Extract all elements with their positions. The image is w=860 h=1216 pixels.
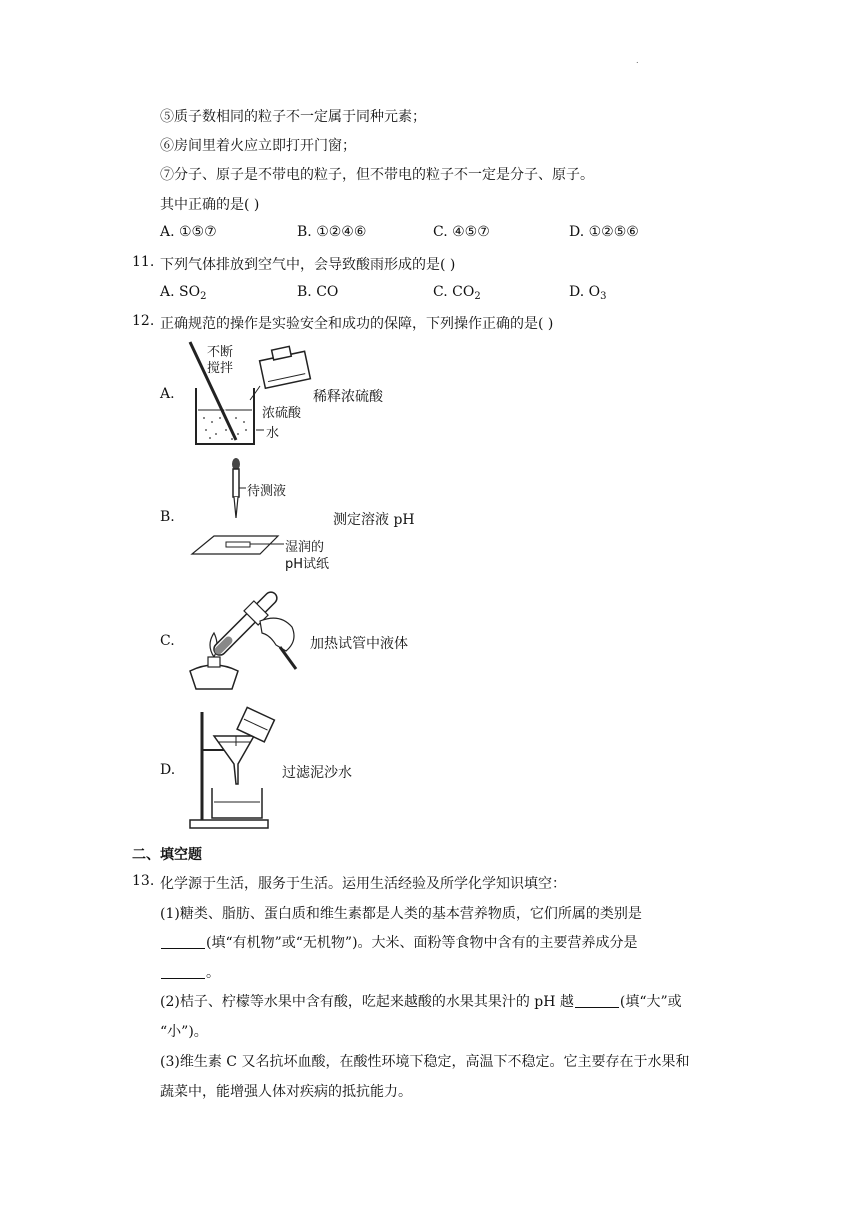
label-stir-2: 搅拌: [207, 361, 234, 376]
option-letter: A.: [160, 284, 175, 300]
answer-blank[interactable]: [161, 966, 205, 979]
q12-option-c-caption: 加热试管中液体: [310, 636, 408, 652]
q10-prompt: 其中正确的是( ): [160, 197, 260, 213]
heat-tube-figure: [184, 585, 304, 695]
q13-part1-line1: (1)糖类、脂肪、蛋白质和维生素都是人类的基本营养物质，它们所属的类别是: [160, 906, 642, 922]
label-stir-1: 不断: [207, 345, 234, 360]
label-moist: 湿润的: [285, 540, 325, 555]
answer-blank[interactable]: [575, 995, 619, 1008]
q10-option-c[interactable]: C. ④⑤⑦: [433, 224, 490, 240]
q12-option-b-letter[interactable]: B.: [160, 509, 175, 525]
formula: SO: [179, 284, 201, 300]
formula: CO: [452, 284, 475, 300]
q13-part1-line2: [160, 932, 638, 952]
q13-number: 13.: [132, 873, 155, 889]
q10-option-d[interactable]: D. ①②⑤⑥: [569, 224, 639, 240]
q10-option-b[interactable]: B. ①②④⑥: [297, 224, 367, 240]
q10-item-7: ⑦分子、原子是不带电的粒子，但不带电的粒子不一定是分子、原子。: [160, 167, 594, 183]
subscript: 2: [474, 291, 481, 302]
q11-number: 11.: [132, 254, 155, 270]
header-mark: .: [636, 56, 639, 65]
q12-option-b-caption: 测定溶液 pH: [333, 512, 415, 528]
answer-blank[interactable]: [161, 936, 205, 949]
subscript: 2: [200, 291, 207, 302]
q12-text: 正确规范的操作是实验安全和成功的保障，下列操作正确的是( ): [160, 316, 554, 332]
q11-option-a[interactable]: [160, 284, 206, 302]
q13-part3-line1: (3)维生素 C 又名抗坏血酸，在酸性环境下稳定，高温下不稳定。它主要存在于水果和: [160, 1054, 690, 1070]
q10-option-a[interactable]: A. ①⑤⑦: [160, 224, 217, 240]
q13-intro: 化学源于生活，服务于生活。运用生活经验及所学化学知识填空：: [160, 876, 566, 892]
section-title: 二、填空题: [132, 847, 202, 863]
option-letter: C.: [433, 284, 448, 300]
q13-part2-text: (2)桔子、柠檬等水果中含有酸，吃起来越酸的水果其果汁的 pH 越: [160, 994, 574, 1010]
q12-number: 12.: [132, 313, 155, 329]
q11-option-c[interactable]: [433, 284, 481, 302]
option-letter: B.: [297, 284, 312, 300]
label-conc-acid: 浓硫酸: [262, 406, 302, 421]
q10-item-5: ⑤质子数相同的粒子不一定属于同种元素；: [160, 109, 426, 125]
label-ph-paper: pH试纸: [285, 557, 330, 572]
q10-item-6: ⑥房间里着火应立即打开门窗；: [160, 138, 356, 154]
q12-option-d-letter[interactable]: D.: [160, 762, 176, 778]
q12-option-a-caption: 稀释浓硫酸: [313, 389, 383, 405]
q12-option-a-letter[interactable]: A.: [160, 386, 175, 402]
q13-part1-end: 。: [206, 965, 220, 981]
filtration-figure: [184, 706, 294, 832]
q13-part1-line3: [160, 962, 220, 982]
q11-option-d[interactable]: [569, 284, 607, 302]
subscript: 3: [600, 291, 607, 302]
q12-option-d-caption: 过滤泥沙水: [282, 765, 352, 781]
q13-part2-line2: “小”)。: [160, 1024, 208, 1040]
option-letter: D.: [569, 284, 585, 300]
q11-text: 下列气体排放到空气中，会导致酸雨形成的是( ): [160, 257, 456, 273]
q11-option-b[interactable]: [297, 284, 338, 300]
formula: CO: [316, 284, 339, 300]
label-test-liquid: 待测液: [247, 484, 287, 499]
q13-part1-text: (填“有机物”或“无机物”)。大米、面粉等食物中含有的主要营养成分是: [206, 935, 638, 951]
ph-test-figure: [186, 456, 286, 566]
q12-option-c-letter[interactable]: C.: [160, 633, 175, 649]
q13-part3-line2: 蔬菜中，能增强人体对疾病的抵抗能力。: [160, 1084, 412, 1100]
label-water: 水: [266, 426, 280, 441]
dilute-acid-figure: [184, 340, 314, 450]
q13-part2-hint: (填“大”或: [619, 994, 682, 1010]
formula: O: [588, 284, 601, 300]
q13-part2-line1: [160, 991, 682, 1011]
